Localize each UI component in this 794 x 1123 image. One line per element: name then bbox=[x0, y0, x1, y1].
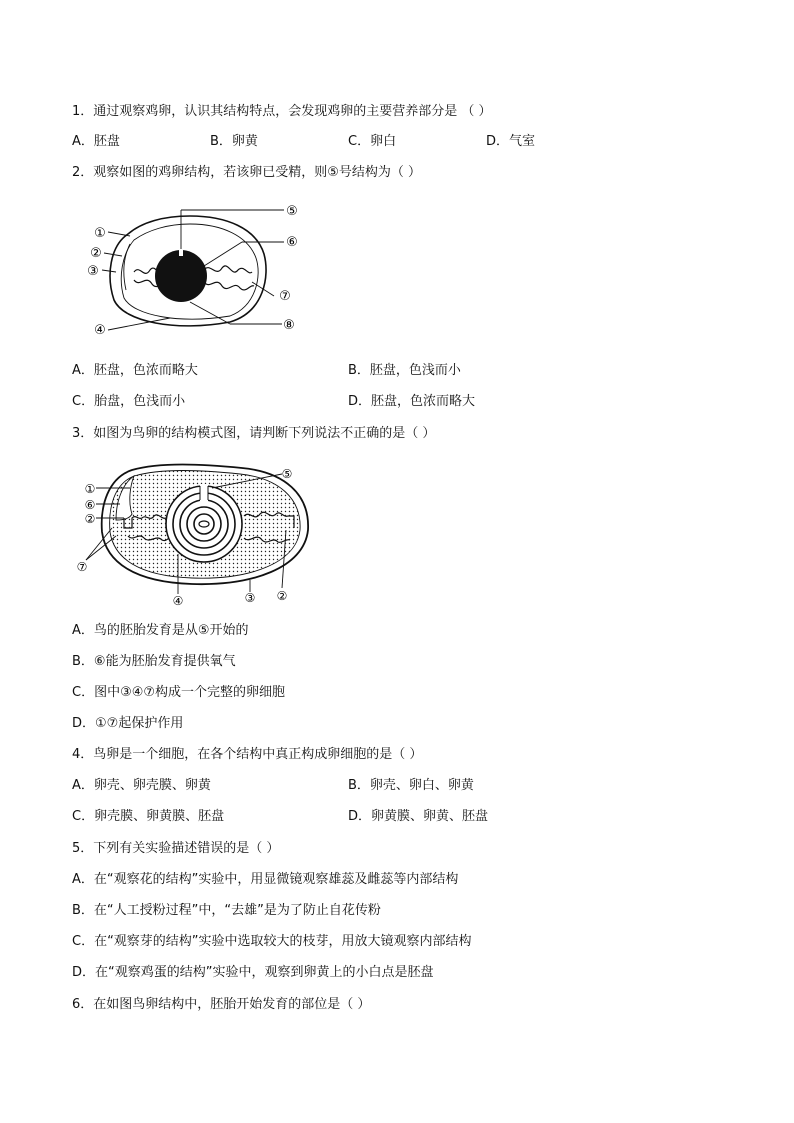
q2-option-c: C．胎盘，色浅而小 bbox=[72, 394, 186, 409]
q5-option-d: D．在“观察鸡蛋的结构”实验中，观察到卵黄上的小白点是胚盘 bbox=[72, 965, 434, 980]
question-6-stem: 6．在如图鸟卵结构中，胚胎开始发育的部位是（ ） bbox=[72, 997, 371, 1012]
question-3-stem: 3．如图为鸟卵的结构模式图，请判断下列说法不正确的是（ ） bbox=[72, 426, 436, 441]
q2-label-3: ③ bbox=[87, 264, 99, 279]
q2-option-d: D．胚盘，色浓而略大 bbox=[348, 394, 476, 409]
q3-option-a: A．鸟的胚胎发育是从⑤开始的 bbox=[72, 623, 249, 638]
q2-label-1: ① bbox=[94, 226, 106, 241]
q3-label-1: ① bbox=[84, 482, 96, 496]
q5-option-c: C．在“观察芽的结构”实验中选取较大的枝芽，用放大镜观察内部结构 bbox=[72, 934, 472, 949]
q3-label-5: ⑤ bbox=[281, 467, 293, 481]
q1-option-a: A．胚盘 bbox=[72, 134, 120, 149]
question-5-stem: 5．下列有关实验描述错误的是（ ） bbox=[72, 841, 280, 856]
q1-option-c: C．卵白 bbox=[348, 134, 397, 149]
q2-label-6: ⑥ bbox=[286, 235, 298, 250]
q3-option-d: D．①⑦起保护作用 bbox=[72, 716, 184, 731]
q4-option-b: B．卵壳、卵白、卵黄 bbox=[348, 778, 474, 793]
q3-label-2-right: ② bbox=[276, 589, 288, 603]
q3-label-6: ⑥ bbox=[84, 498, 96, 512]
q2-option-a: A．胚盘，色浓而略大 bbox=[72, 363, 198, 378]
question-2-stem: 2．观察如图的鸡卵结构，若该卵已受精，则⑤号结构为（ ） bbox=[72, 165, 422, 180]
q3-option-c: C．图中③④⑦构成一个完整的卵细胞 bbox=[72, 685, 286, 700]
question-4-stem: 4．鸟卵是一个细胞，在各个结构中真正构成卵细胞的是（ ） bbox=[72, 747, 423, 762]
bird-egg-diagram bbox=[72, 458, 322, 608]
question-1-stem: 1．通过观察鸡卵，认识其结构特点，会发现鸡卵的主要营养部分是 （ ） bbox=[72, 104, 492, 119]
q3-label-7: ⑦ bbox=[76, 560, 88, 574]
q4-option-a: A．卵壳、卵壳膜、卵黄 bbox=[72, 778, 211, 793]
q1-option-b: B．卵黄 bbox=[210, 134, 258, 149]
q3-option-b: B．⑥能为胚胎发育提供氧气 bbox=[72, 654, 236, 669]
q2-label-4: ④ bbox=[94, 323, 106, 338]
q2-label-5: ⑤ bbox=[286, 204, 298, 219]
q3-label-4: ④ bbox=[172, 594, 184, 608]
q2-option-b: B．胚盘，色浅而小 bbox=[348, 363, 461, 378]
q2-label-8: ⑧ bbox=[283, 318, 295, 333]
q5-option-b: B．在“人工授粉过程”中，“去雄”是为了防止自花传粉 bbox=[72, 903, 381, 918]
q2-label-2: ② bbox=[90, 246, 102, 261]
q5-option-a: A．在“观察花的结构”实验中，用显微镜观察雄蕊及雌蕊等内部结构 bbox=[72, 872, 459, 887]
q4-option-c: C．卵壳膜、卵黄膜、胚盘 bbox=[72, 809, 225, 824]
q1-option-d: D．气室 bbox=[486, 134, 536, 149]
q3-label-2-left: ② bbox=[84, 512, 96, 526]
chicken-egg-diagram bbox=[80, 198, 310, 344]
q4-option-d: D．卵黄膜、卵黄、胚盘 bbox=[348, 809, 489, 824]
q2-label-7: ⑦ bbox=[279, 289, 291, 304]
q3-label-3: ③ bbox=[244, 591, 256, 605]
